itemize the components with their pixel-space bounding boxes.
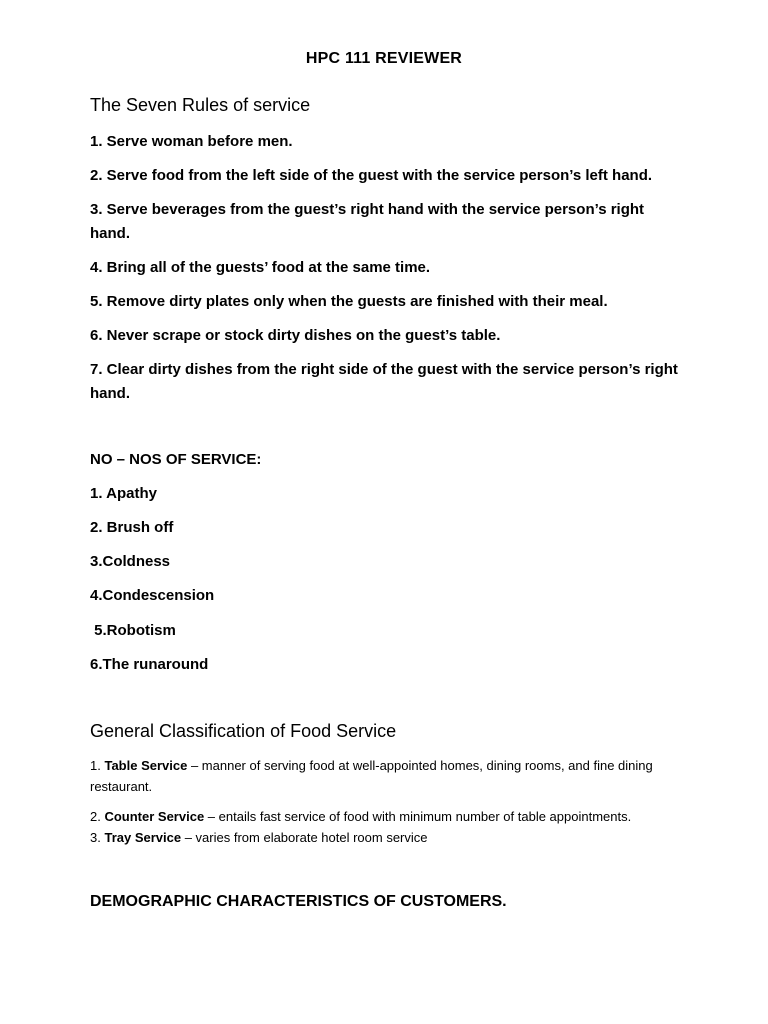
rule-item: 6. Never scrape or stock dirty dishes on the guest’s table.	[90, 327, 501, 344]
rule-item: 7. Clear dirty dishes from the right side of the guest with the service person’s right hand.	[90, 361, 678, 402]
classification-term: Table Service	[104, 758, 188, 773]
classification-item	[90, 827, 680, 848]
seven-rules-heading: The Seven Rules of service	[90, 95, 311, 115]
no-nos-item: 4.Condescension	[90, 587, 215, 604]
rule-item: 1. Serve woman before men.	[90, 133, 293, 150]
rule-item: 4. Bring all of the guests’ food at the same time.	[90, 259, 431, 276]
classification-heading: General Classification of Food Service	[90, 721, 397, 741]
no-nos-item: 5.Robotism	[90, 622, 176, 639]
no-nos-heading: NO – NOS OF SERVICE:	[90, 451, 262, 468]
classification-num: 2.	[90, 809, 101, 824]
no-nos-item: 1. Apathy	[90, 485, 157, 502]
classification-item	[90, 806, 680, 827]
classification-num: 1.	[90, 758, 101, 773]
no-nos-item: 2. Brush off	[90, 519, 174, 536]
classification-desc: – manner of serving food at well-appointed homes, dining rooms, and fine dining restaurant.	[90, 758, 653, 794]
classification-term: Tray Service	[104, 830, 182, 845]
classification-term: Counter Service	[104, 809, 205, 824]
no-nos-item: 6.The runaround	[90, 656, 209, 673]
rule-item: 2. Serve food from the left side of the guest with the service person’s left hand.	[90, 167, 653, 184]
no-nos-item: 3.Coldness	[90, 553, 171, 570]
classification-desc: – varies from elaborate hotel room service	[184, 830, 428, 845]
classification-item	[90, 755, 680, 797]
rule-item: 5. Remove dirty plates only when the guests are finished with their meal.	[90, 293, 608, 310]
classification-desc: – entails fast service of food with minimum number of table appointments.	[207, 809, 632, 824]
document-title: HPC 111 REVIEWER	[305, 50, 463, 67]
rule-item: 3. Serve beverages from the guest’s right hand with the service person’s right hand.	[90, 201, 645, 242]
demographic-heading: DEMOGRAPHIC CHARACTERISTICS OF CUSTOMERS.	[90, 893, 507, 910]
classification-num: 3.	[90, 830, 101, 845]
